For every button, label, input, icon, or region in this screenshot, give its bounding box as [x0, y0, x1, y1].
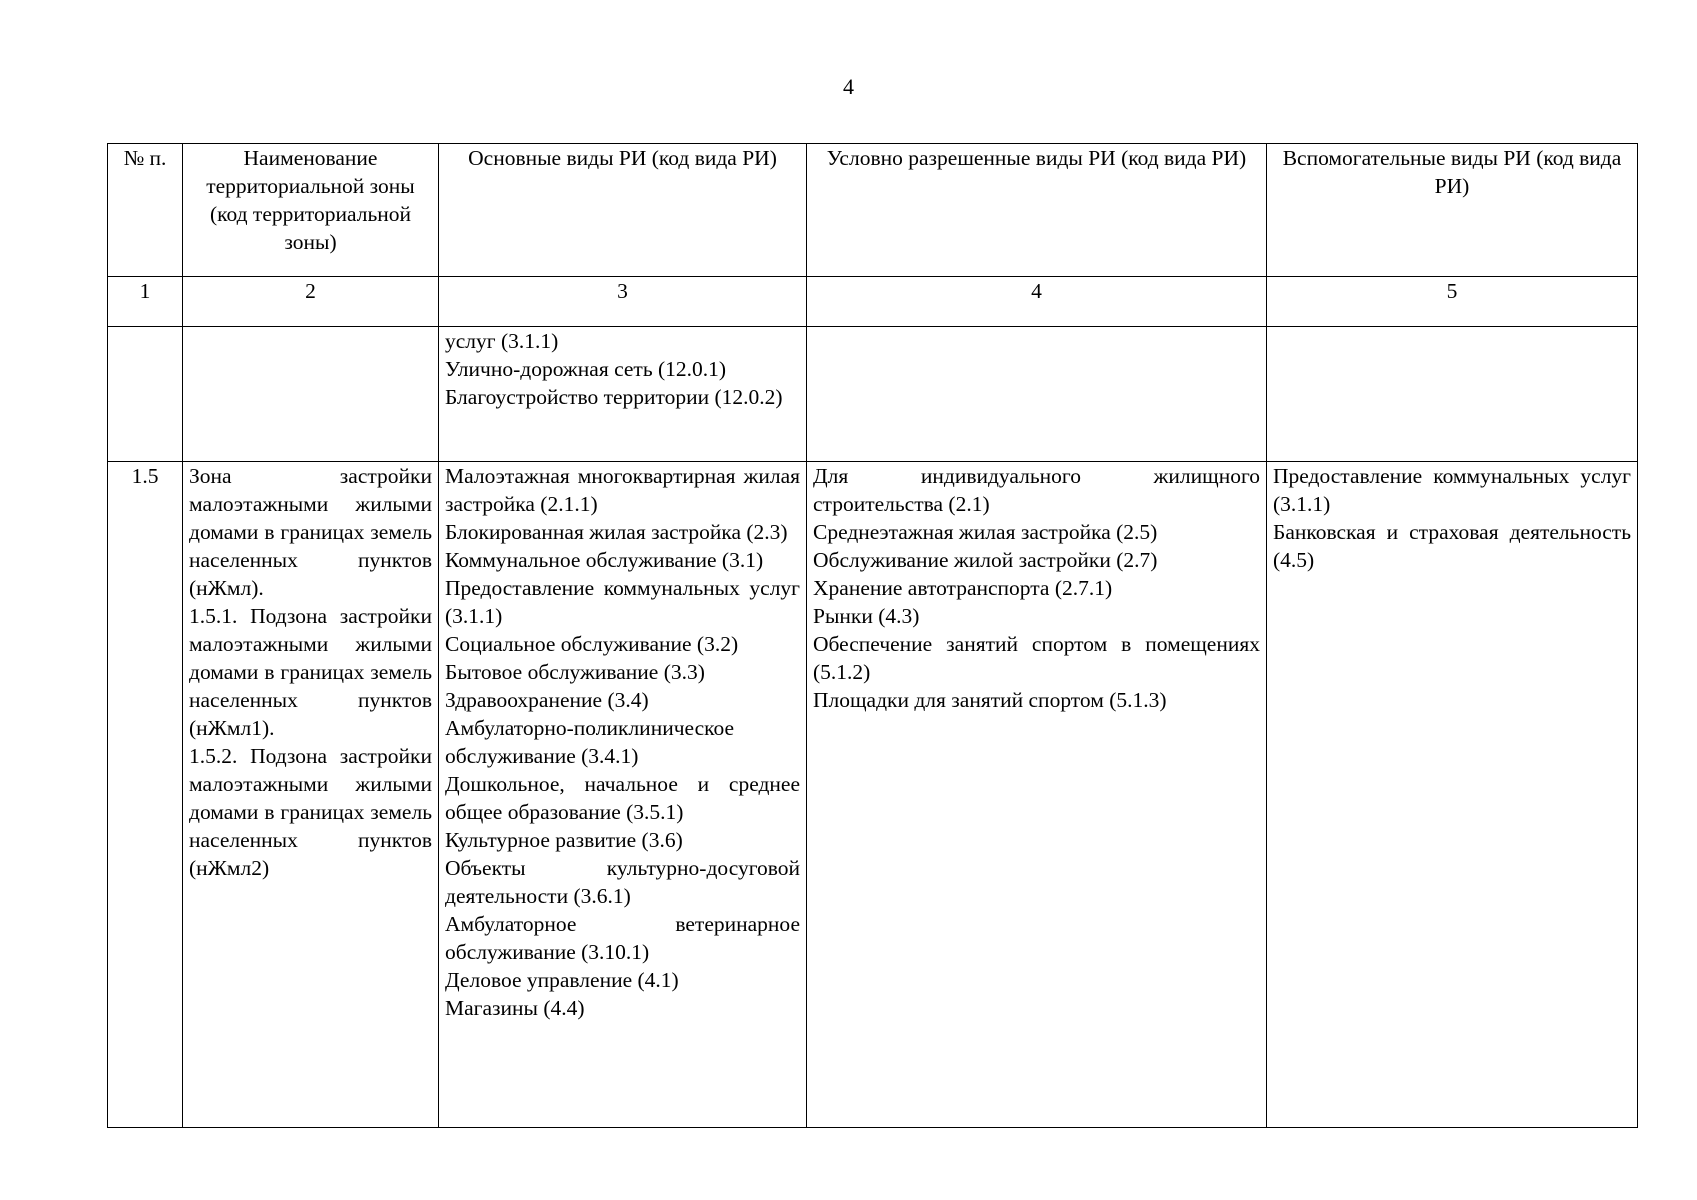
table-row-continued — [108, 327, 1638, 462]
main-use-item: Малоэтажная многоквартирная жилая застройка (2.1.1) — [445, 464, 800, 516]
column-number-row — [108, 277, 1638, 327]
table-row-1-5 — [108, 462, 1638, 1128]
main-use-item: Деловое управление (4.1) — [445, 968, 679, 992]
main-use-item: Предоставление коммунальных услуг (3.1.1) — [445, 576, 800, 628]
main-use-item: Магазины (4.4) — [445, 996, 585, 1020]
main-use-item: Коммунальное обслуживание (3.1) — [445, 548, 764, 572]
zone-name-cell — [183, 327, 439, 462]
auxiliary-uses-cell — [1267, 462, 1638, 1128]
conditional-use-item: Обеспечение занятий спортом в помещениях (5.1.2) — [813, 632, 1260, 684]
main-use-item: Амбулаторное ветеринарное обслуживание (3.10.1) — [445, 912, 800, 964]
auxiliary-uses-cell — [1267, 327, 1638, 462]
main-use-item: Дошкольное, начальное и среднее общее образование (3.5.1) — [445, 772, 800, 824]
main-uses-cell — [439, 327, 807, 462]
column-number: 2 — [183, 277, 439, 327]
page-number: 4 — [843, 74, 854, 99]
auxiliary-use-item: Предоставление коммунальных услуг (3.1.1) — [1273, 464, 1631, 516]
conditional-use-item: Хранение автотранспорта (2.7.1) — [813, 576, 1113, 600]
conditional-use-item: Площадки для занятий спортом (5.1.3) — [813, 688, 1167, 712]
table-header-row — [108, 144, 1638, 277]
main-use-item: Благоустройство территории (12.0.2) — [445, 385, 783, 409]
main-use-item: Бытовое обслуживание (3.3) — [445, 660, 705, 684]
column-number: 3 — [439, 277, 807, 327]
column-number: 5 — [1267, 277, 1638, 327]
zoning-table — [107, 143, 1638, 1128]
main-use-item: Культурное развитие (3.6) — [445, 828, 683, 852]
zone-paragraph: Зона застройки малоэтажными жилыми домами в границах земель населенных пунктов (нЖмл). — [189, 464, 432, 600]
main-use-item: Блокированная жилая застройка (2.3) — [445, 520, 788, 544]
column-number: 1 — [108, 277, 183, 327]
conditional-uses-cell — [807, 462, 1267, 1128]
conditional-use-item: Рынки (4.3) — [813, 604, 920, 628]
row-number-cell — [108, 327, 183, 462]
header-zone-name: Наименование территориальной зоны (код территориальной зоны) — [183, 144, 439, 277]
conditional-uses-cell — [807, 327, 1267, 462]
main-use-item: Амбулаторно-поликлиническое обслуживание (3.4.1) — [445, 716, 735, 768]
conditional-use-item: Для индивидуального жилищного строительства (2.1) — [813, 464, 1260, 516]
main-use-item: Улично-дорожная сеть (12.0.1) — [445, 357, 727, 381]
main-use-item: услуг (3.1.1) — [445, 329, 559, 353]
main-use-item: Объекты культурно-досуговой деятельности (3.6.1) — [445, 856, 800, 908]
header-number: № п. — [108, 144, 183, 277]
zone-name-cell — [183, 462, 439, 1128]
main-use-item: Здравоохранение (3.4) — [445, 688, 649, 712]
main-use-item: Социальное обслуживание (3.2) — [445, 632, 739, 656]
header-auxiliary-uses: Вспомогательные виды РИ (код вида РИ) — [1267, 144, 1638, 277]
conditional-use-item: Обслуживание жилой застройки (2.7) — [813, 548, 1158, 572]
zone-paragraph: 1.5.2. Подзона застройки малоэтажными жилыми домами в границах земель населенных пунктов (нЖмл2) — [189, 744, 432, 880]
header-main-uses: Основные виды РИ (код вида РИ) — [439, 144, 807, 277]
main-uses-cell — [439, 462, 807, 1128]
row-number-cell: 1.5 — [108, 462, 183, 1128]
conditional-use-item: Среднеэтажная жилая застройка (2.5) — [813, 520, 1158, 544]
header-conditional-uses: Условно разрешенные виды РИ (код вида РИ) — [807, 144, 1267, 277]
auxiliary-use-item: Банковская и страховая деятельность (4.5) — [1273, 520, 1631, 572]
column-number: 4 — [807, 277, 1267, 327]
zone-paragraph: 1.5.1. Подзона застройки малоэтажными жилыми домами в границах земель населенных пунктов (нЖмл1). — [189, 604, 432, 740]
